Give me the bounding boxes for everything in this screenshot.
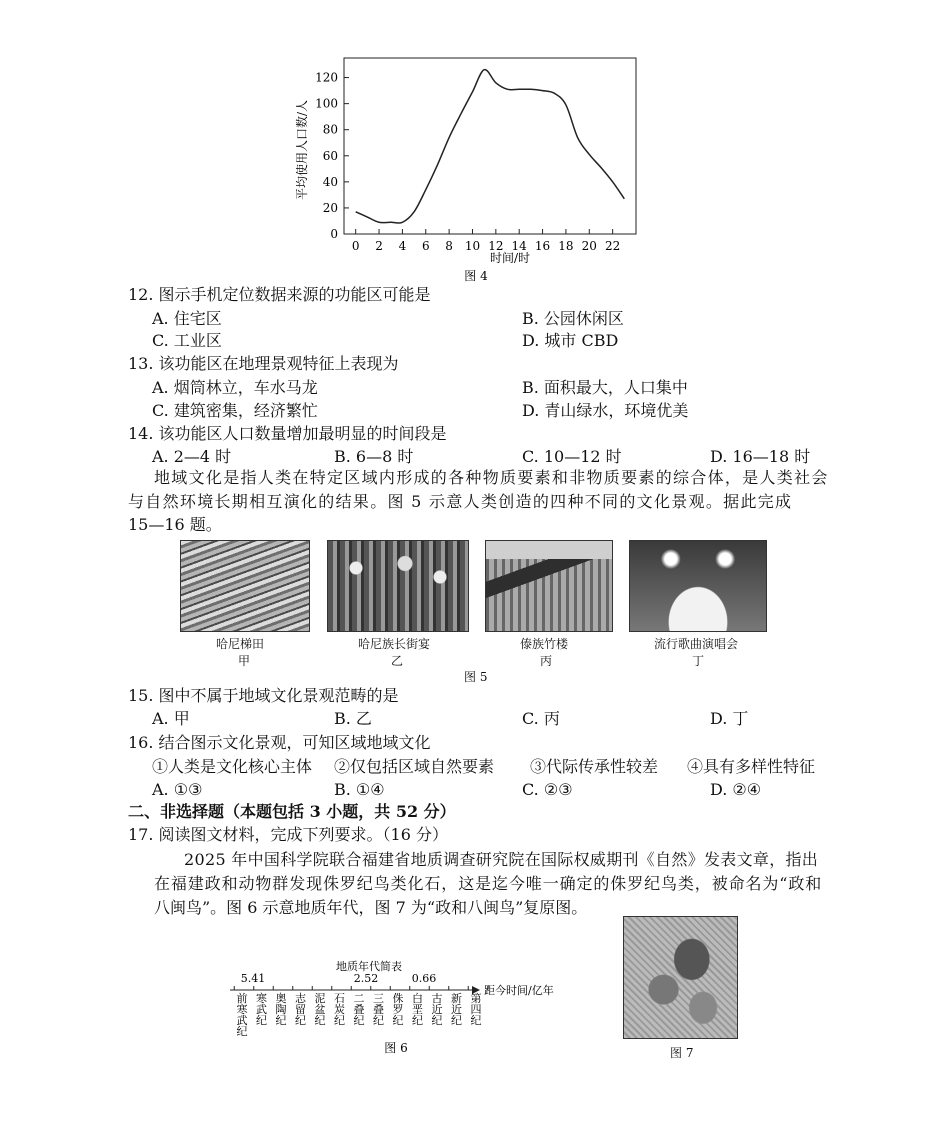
q16-statement-2: ②仅包括区域自然要素 (334, 757, 495, 776)
x-axis-ticks (352, 229, 620, 253)
x-tick-label: 18 (558, 239, 574, 253)
q17-stem: 17. 阅读图文材料，完成下列要求。（16 分） (128, 825, 448, 844)
fig6-axis-label: 距今时间/亿年 (484, 984, 554, 997)
photo-label-1: 哈尼梯田 (216, 637, 265, 651)
q17-line-1: 2025 年中国科学院联合福建省地质调查研究院在国际权威期刊《自然》发表文章，指出 (184, 850, 819, 869)
q15-option-b: B. 乙 (334, 709, 372, 728)
fig6-title: 地质年代简表 (336, 960, 402, 973)
x-tick-label: 20 (581, 239, 597, 253)
period-label: 二叠纪 (353, 992, 365, 1027)
period-label: 古近纪 (431, 992, 443, 1027)
q16-statement-4: ④具有多样性特征 (687, 757, 816, 776)
y-tick-label: 40 (322, 174, 338, 189)
q12-option-d: D. 城市 CBD (522, 331, 619, 350)
photo-label-4: 流行歌曲演唱会 (654, 637, 739, 651)
y-tick-label: 0 (330, 227, 338, 241)
intro-line-2: 与自然环境长期相互演化的结果。图 5 示意人类创造的四种不同的文化景观。据此完成 (128, 492, 793, 511)
fig6-value-252: 2.52 (353, 972, 379, 985)
x-tick-label: 16 (534, 239, 551, 253)
intro-line-3: 15—16 题。 (128, 515, 222, 534)
period-label: 第四纪 (470, 992, 482, 1027)
x-tick-label: 22 (604, 239, 621, 253)
photo-tag-1: 甲 (238, 654, 251, 668)
x-tick-label: 0 (351, 239, 360, 253)
q12-option-a: A. 住宅区 (152, 309, 222, 328)
y-tick-label: 80 (322, 122, 338, 137)
q13-option-d: D. 青山绿水，环境优美 (522, 401, 689, 420)
photo-hani-long-street-banquet (327, 540, 469, 632)
intro-line-1: 地域文化是指人类在特定区域内形成的各种物质要素和非物质要素的综合体，是人类社会 (154, 468, 829, 487)
fig7-bird-reconstruction-image (623, 916, 738, 1039)
q17-line-3: 八闽鸟”。图 6 示意地质年代，图 7 为“政和八闽鸟”复原图。 (154, 898, 588, 917)
q14-option-d: D. 16—18 时 (710, 447, 811, 466)
q17-line-2: 在福建政和动物群发现侏罗纪鸟类化石，这是迄今唯一确定的侏罗纪鸟类，被命名为“政和 (154, 874, 823, 893)
q12-option-c: C. 工业区 (152, 331, 222, 350)
x-tick-label: 4 (398, 239, 407, 253)
period-label: 泥盆纪 (314, 992, 326, 1027)
q15-option-a: A. 甲 (152, 709, 190, 728)
q13-option-c: C. 建筑密集，经济繁忙 (152, 401, 318, 420)
photo-tag-4: 丁 (692, 654, 705, 668)
timeline-period-labels (237, 991, 482, 1038)
q15-option-c: C. 丙 (522, 709, 560, 728)
photo-hani-terraces (180, 540, 310, 632)
fig5-caption: 图 5 (464, 670, 488, 684)
x-tick-label: 6 (421, 239, 430, 253)
fig4-chart (290, 50, 660, 290)
photo-dai-bamboo-house (485, 540, 613, 632)
period-label: 白垩纪 (412, 992, 423, 1027)
y-tick-label: 60 (322, 148, 338, 163)
section-2-title: 二、非选择题（本题包括 3 小题，共 52 分） (128, 802, 456, 821)
x-tick-label: 14 (511, 239, 527, 253)
fig6-caption: 图 6 (384, 1041, 408, 1055)
q13-option-b: B. 面积最大，人口集中 (522, 378, 688, 397)
fig6-value-541: 5.41 (240, 972, 266, 985)
q15-option-d: D. 丁 (710, 709, 749, 728)
q14-option-a: A. 2—4 时 (152, 447, 232, 466)
y-tick-label: 20 (322, 200, 338, 215)
q14-option-c: C. 10—12 时 (522, 447, 622, 466)
q16-statement-1: ①人类是文化核心主体 (152, 757, 313, 776)
series-line (356, 70, 625, 223)
y-tick-label: 100 (315, 96, 338, 111)
x-tick-label: 2 (375, 239, 383, 253)
period-label: 侏罗纪 (392, 992, 404, 1027)
x-tick-label: 12 (488, 239, 504, 253)
photo-label-3: 傣族竹楼 (520, 637, 569, 651)
q13-stem: 13. 该功能区在地理景观特征上表现为 (128, 354, 399, 373)
x-tick-label: 8 (445, 239, 453, 253)
fig6-value-066: 0.66 (411, 972, 437, 985)
q16-stem: 16. 结合图示文化景观，可知区域地域文化 (128, 733, 431, 752)
q14-stem: 14. 该功能区人口数量增加最明显的时间段是 (128, 424, 447, 443)
period-label: 寒武纪 (256, 992, 267, 1027)
q16-option-c: C. ②③ (522, 780, 573, 799)
photo-tag-2: 乙 (391, 654, 404, 668)
chart-frame (344, 58, 636, 234)
q14-option-b: B. 6—8 时 (334, 447, 414, 466)
q12-stem: 12. 图示手机定位数据来源的功能区可能是 (128, 285, 431, 304)
period-label: 奥陶纪 (275, 992, 287, 1027)
q13-option-a: A. 烟筒林立，车水马龙 (152, 378, 318, 397)
fig7-caption: 图 7 (670, 1046, 694, 1060)
period-label: 三叠纪 (373, 992, 384, 1027)
q16-statement-3: ③代际传承性较差 (530, 757, 659, 776)
fig4-caption: 图 4 (464, 269, 488, 283)
q16-option-a: A. ①③ (152, 780, 203, 799)
q16-option-d: D. ②④ (710, 780, 762, 799)
x-axis-label: 时间/时 (489, 251, 531, 265)
x-tick-label: 10 (464, 239, 481, 253)
y-axis-label: 平均使用人口数/人 (295, 99, 309, 201)
period-label: 新近纪 (451, 992, 462, 1027)
q12-option-b: B. 公园休闲区 (522, 309, 624, 328)
q15-stem: 15. 图中不属于地域文化景观范畴的是 (128, 686, 399, 705)
timeline-ticks (234, 986, 488, 990)
period-label: 志留纪 (295, 992, 306, 1027)
fig6-geologic-timeline (228, 958, 588, 1058)
period-label: 石炭纪 (334, 992, 345, 1027)
q16-option-b: B. ①④ (334, 780, 385, 799)
photo-pop-concert (629, 540, 767, 632)
photo-tag-3: 丙 (540, 654, 553, 668)
period-label: 前寒武纪 (236, 992, 248, 1038)
y-tick-label: 120 (315, 70, 338, 85)
photo-label-2: 哈尼族长街宴 (358, 637, 431, 651)
